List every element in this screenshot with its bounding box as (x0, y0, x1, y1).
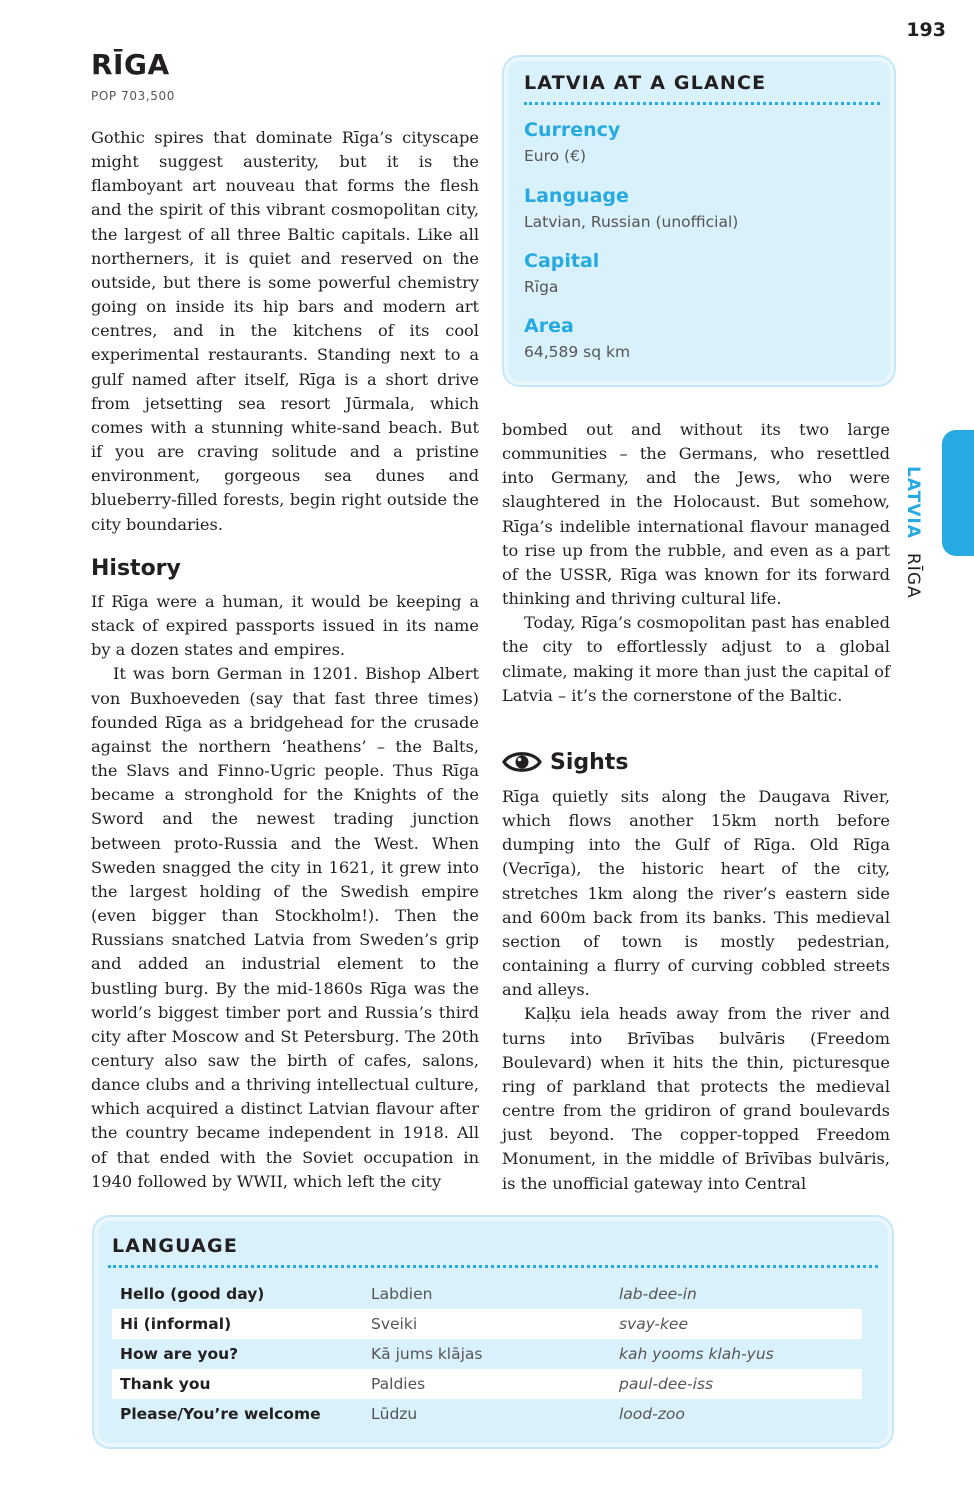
page-title: RĪGA (91, 48, 170, 81)
glance-value: Latvian, Russian (unofficial) (524, 213, 739, 231)
glance-title: LATVIA AT A GLANCE (524, 72, 767, 94)
chapter-side-label (903, 466, 923, 599)
sights-paragraph: Kaļķu iela heads away from the river and turns into Brīvības bulvāris (Freedom Boulevard) when it hits the thin, picturesque ring of parkland that protects the medieval centre from the gridiron of grand boulevards just beyond. The copper-topped Freedom Monument, in the middle of Brīvības bulvāris, is the unofficial gateway into Central (502, 1004, 890, 1193)
history-heading: History (91, 556, 181, 581)
sights-heading-label: Sights (550, 749, 629, 775)
glance-value: Rīga (524, 278, 559, 296)
history-column (91, 590, 479, 1194)
phrase-table (112, 1279, 862, 1429)
sights-paragraph: Rīga quietly sits along the Daugava River, which flows another 15km north before dumping into the Gulf of Rīga. Old Rīga (Vecrīga), the historic heart of the city, stretches 1km along the river’s eastern side and 600m back from its banks. This medieval section of town is mostly pedestrian, containing a flurry of curving cobbled streets and alleys. (502, 787, 890, 1000)
phrase-latvian: Labdien (371, 1285, 433, 1303)
history-paragraph: Today, Rīga’s cosmopolitan past has enabled the city to effortlessly adjust to a global climate, making it more than just the capital of Latvia – it’s the cornerstone of the Baltic. (502, 613, 890, 705)
glance-item-capital (524, 250, 599, 296)
table-row (112, 1399, 862, 1429)
page-number: 193 (906, 19, 946, 41)
table-row (112, 1369, 862, 1399)
language-box (94, 1217, 892, 1447)
phrase-pronunciation: svay-kee (611, 1309, 862, 1339)
sights-heading (502, 748, 628, 776)
phrase-pronunciation: lab-dee-in (619, 1285, 697, 1303)
dotted-divider (108, 1265, 878, 1268)
phrase-english: How are you? (120, 1345, 239, 1363)
table-row (112, 1339, 862, 1369)
phrase-english: Hello (good day) (120, 1285, 265, 1303)
phrase-english: Please/You’re welcome (120, 1405, 321, 1423)
table-row (112, 1279, 862, 1309)
glance-label: Language (524, 185, 629, 207)
phrase-latvian: Kā jums klājas (371, 1345, 483, 1363)
intro-column (91, 126, 479, 537)
language-title: LANGUAGE (112, 1235, 239, 1257)
chapter-thumb-tab (942, 430, 974, 556)
intro-paragraph: Gothic spires that dominate Rīga’s cityscape might suggest austerity, but it is the flamboyant art nouveau that forms the flesh and the spirit of this vibrant cosmopolitan city, the largest of all three Baltic capitals. Like all northerners, it is quiet and reserved on the outside, but there is some powerful chemistry going on inside its hip bars and modern art centres, and in the kitchens of its cool experimental restaurants. Standing next to a gulf named after itself, Rīga is a short drive from jetsetting sea resort Jūrmala, which comes with a stunning white-sand beach. But if you are craving solitude and a pristine environment, gorgeous sea dunes and blueberry-filled forests, begin right outside the city boundaries. (91, 128, 479, 534)
phrase-latvian: Lūdzu (371, 1405, 418, 1423)
sights-column (502, 785, 890, 1196)
phrase-pronunciation: paul-dee-iss (611, 1369, 862, 1399)
phrase-latvian: Sveiki (363, 1309, 611, 1339)
phrase-pronunciation: lood-zoo (619, 1405, 685, 1423)
glance-item-currency (524, 119, 620, 165)
table-row (112, 1309, 862, 1339)
history-continuation (502, 418, 890, 708)
glance-item-language (524, 185, 738, 231)
phrase-latvian: Paldies (363, 1369, 611, 1399)
glance-label: Capital (524, 250, 600, 272)
side-label-city: RĪGA (903, 553, 923, 599)
eye-icon (502, 748, 542, 776)
glance-value: 64,589 sq km (524, 343, 631, 361)
side-label-country: LATVIA (903, 466, 923, 539)
glance-label: Area (524, 315, 574, 337)
phrase-english: Thank you (112, 1369, 363, 1399)
glance-label: Currency (524, 119, 621, 141)
population-line: POP 703,500 (91, 89, 175, 103)
dotted-divider (524, 102, 880, 105)
history-paragraph: If Rīga were a human, it would be keeping a stack of expired passports issued in its name by a dozen states and empires. (91, 592, 479, 660)
phrase-english: Hi (informal) (112, 1309, 363, 1339)
history-paragraph: It was born German in 1201. Bishop Albert von Buxhoeveden (say that fast three times) founded Rīga as a bridgehead for the crusade against the northern ‘heathens’ – the Balts, the Slavs and Finno-Ugric people. Thus Rīga became a stronghold for the Knights of the Sword and the newest trading junction between proto-Russia and the West. When Sweden snagged the city in 1621, it grew into the largest holding of the Swedish empire (even bigger than Stockholm!). Then the Russians snatched Latvia from Sweden’s grip and added an industrial element to the bustling burg. By the mid-1860s Rīga was the world’s biggest timber port and Russia’s third city after Moscow and St Petersburg. The 20th century also saw the birth of cafes, salons, dance clubs and a thriving intellectual culture, which acquired a distinct Latvian flavour after the country became independent in 1918. All of that ended with the Soviet occupation in 1940 followed by WWII, which left the city (91, 664, 479, 1191)
history-paragraph: bombed out and without its two large communities – the Germans, who resettled into Germany, and the Jews, who were slaughtered in the Holocaust. But somehow, Rīga’s indelible international flavour managed to rise up from the rubble, and even as a part of the USSR, Rīga was known for its forward thinking and thriving cultural life. (502, 420, 890, 609)
at-a-glance-box (504, 57, 894, 385)
glance-value: Euro (€) (524, 147, 587, 165)
phrase-pronunciation: kah yooms klah-yus (619, 1345, 774, 1363)
glance-item-area (524, 315, 630, 361)
